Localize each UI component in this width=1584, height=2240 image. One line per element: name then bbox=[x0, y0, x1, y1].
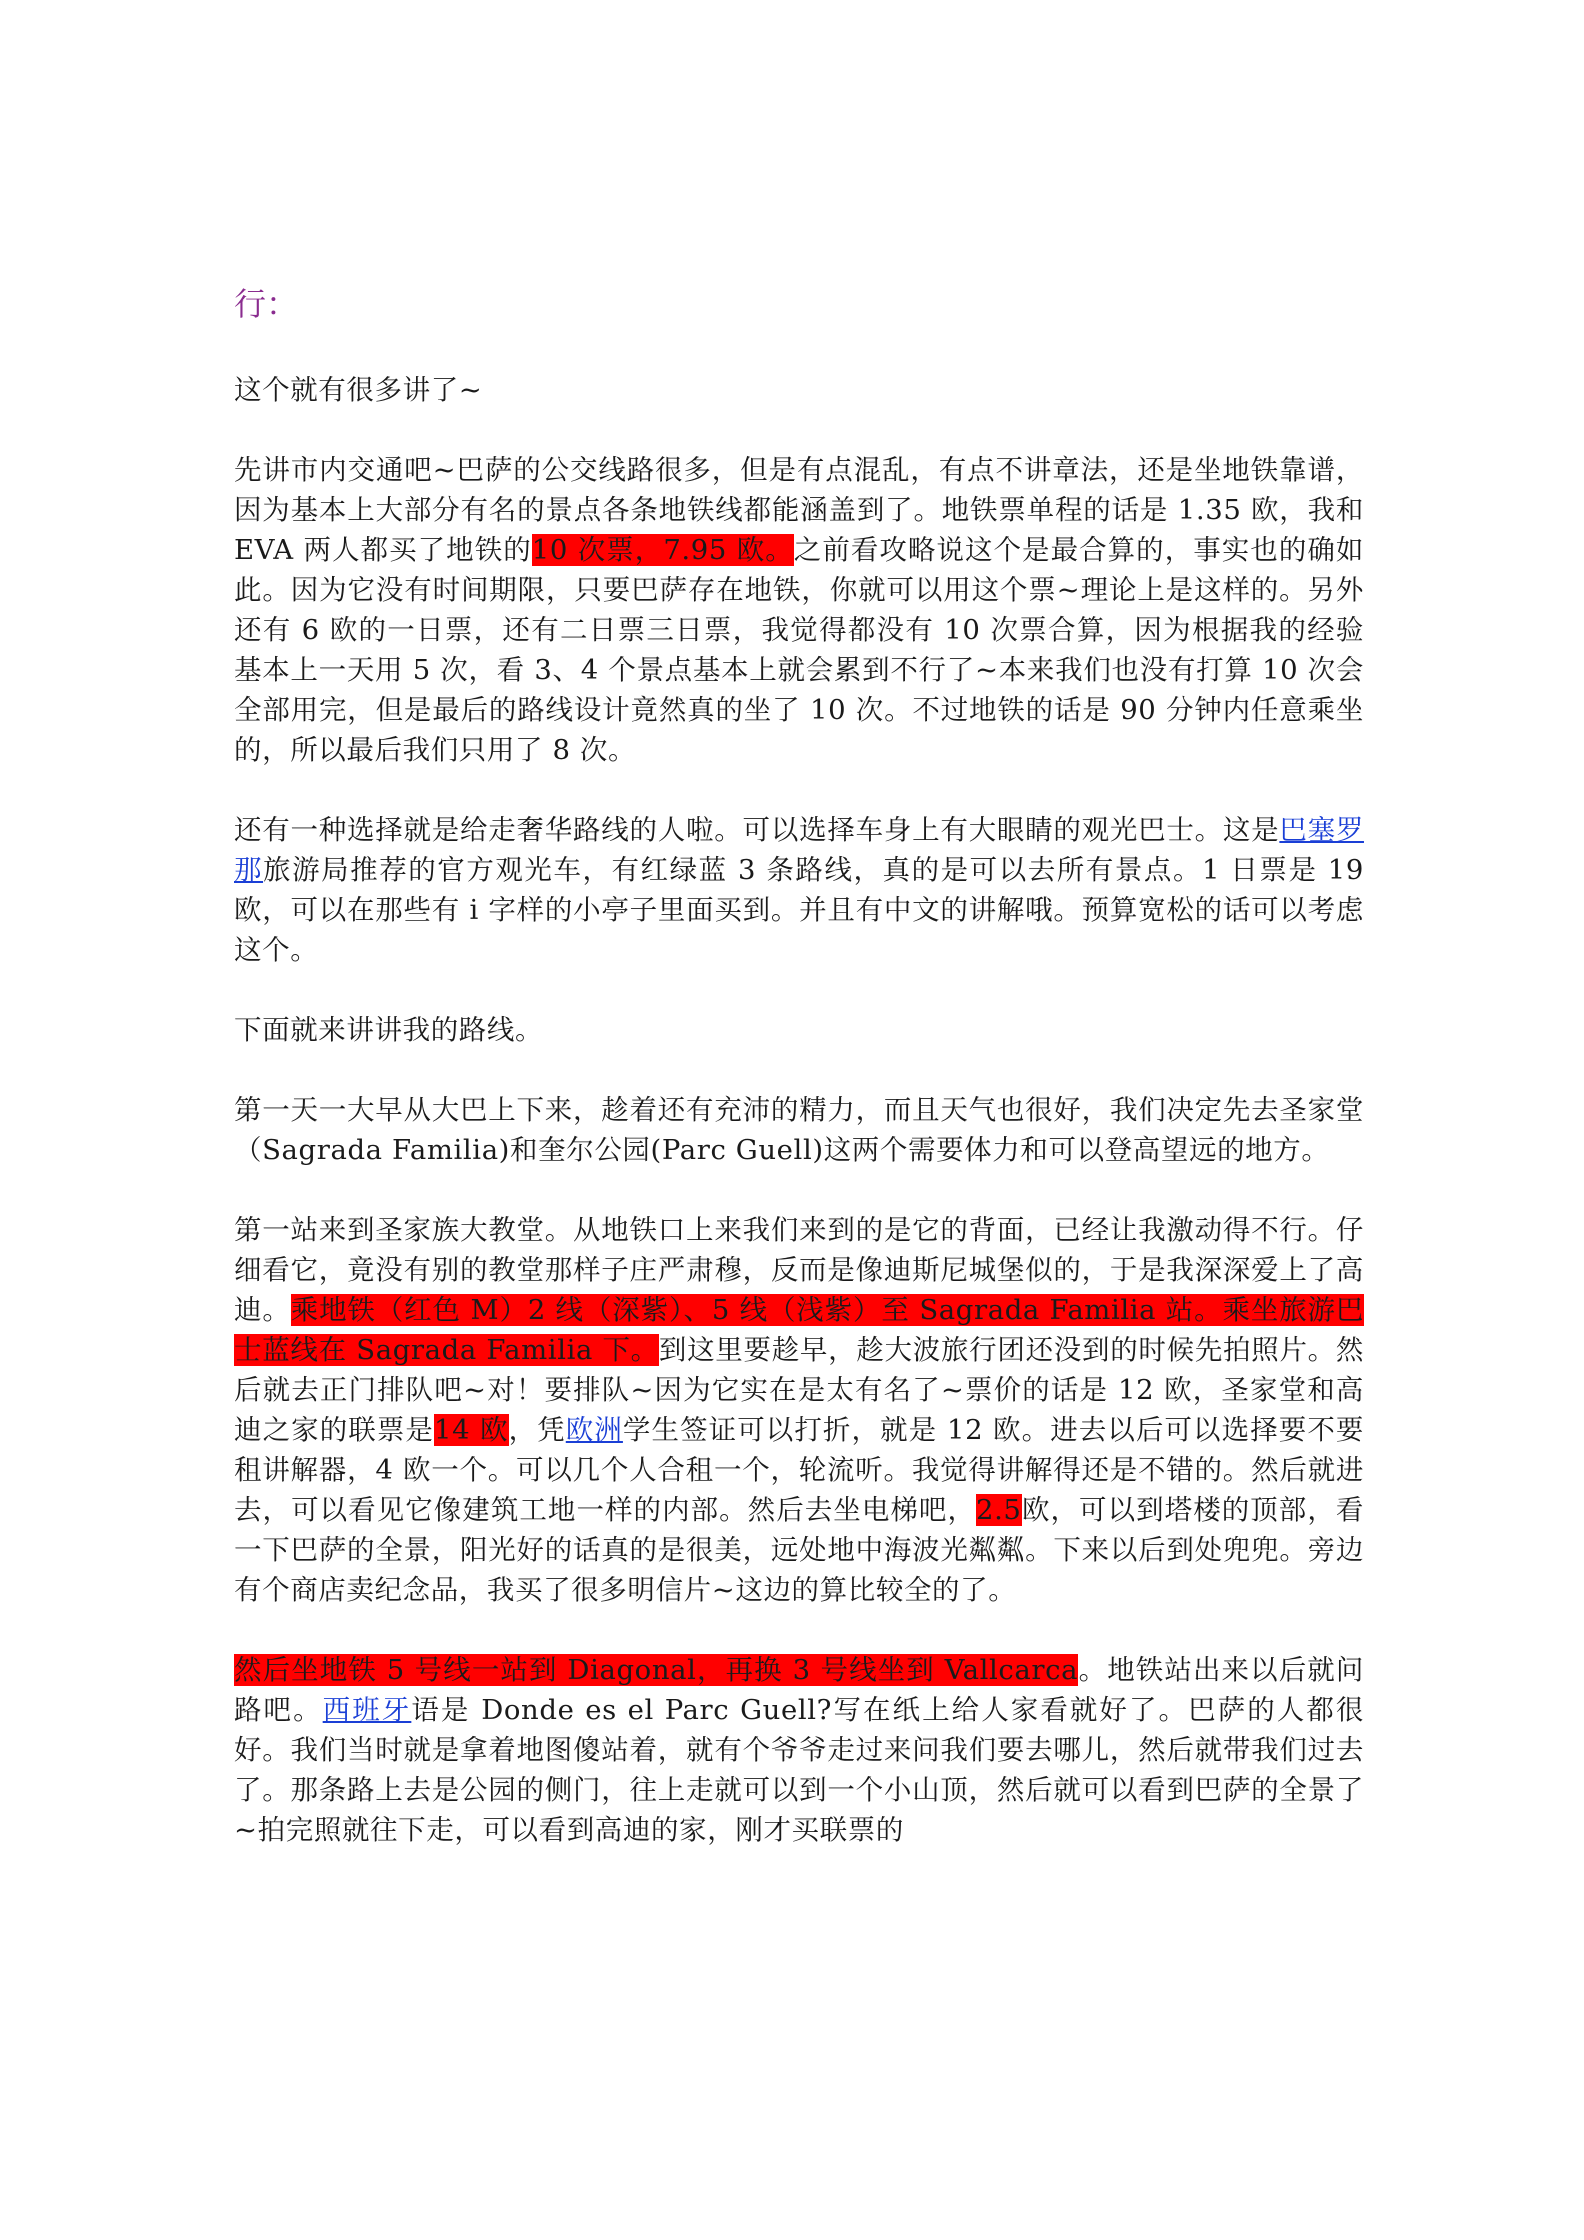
link-spain[interactable]: 西班牙 bbox=[322, 1694, 412, 1726]
text-span: 旅游局推荐的官方观光车，有红绿蓝 3 条路线，真的是可以去所有景点。1 日票是 19 欧，可以在那些有 i 字样的小亭子里面买到。并且有中文的讲解哦。预算宽松的话可以考虑这个。 bbox=[234, 854, 1364, 966]
paragraph-day-one: 第一天一大早从大巴上下来，趁着还有充沛的精力，而且天气也很好，我们决定先去圣家堂（Sagrada Familia)和奎尔公园(Parc Guell)这两个需要体力和可以登高望远的地方。 bbox=[234, 1094, 1364, 1166]
text-span: 。地铁站出来以后就问路吧。 bbox=[234, 1654, 1364, 1726]
highlight-metro-route: 然后坐地铁 5 号线一站到 Diagonal，再换 3 号线坐到 Vallcarca bbox=[234, 1654, 1079, 1686]
paragraph-sagrada-familia bbox=[234, 1210, 1364, 1610]
text-span: 还有一种选择就是给走奢华路线的人啦。可以选择车身上有大眼睛的观光巴士。这是 bbox=[234, 814, 1280, 846]
highlight-metro-directions: 乘地铁（红色 M）2 线（深紫）、5 线（浅紫）至 Sagrada Familia 站。乘坐旅游巴士蓝线在 Sagrada Familia 下。 bbox=[234, 1294, 1365, 1366]
link-barcelona[interactable]: 巴塞罗那 bbox=[234, 814, 1364, 886]
text-span: 先讲市内交通吧~巴萨的公交线路很多，但是有点混乱，有点不讲章法，还是坐地铁靠谱，因为基本上大部分有名的景点各条地铁线都能涵盖到了。地铁票单程的话是 1.35 欧，我和 EVA 两人都买了地铁的 bbox=[234, 454, 1364, 566]
link-europe[interactable]: 欧洲 bbox=[565, 1414, 623, 1446]
paragraph-parc-guell bbox=[234, 1650, 1364, 1850]
paragraph-route-intro: 下面就来讲讲我的路线。 bbox=[234, 1014, 544, 1046]
text-span: ，凭 bbox=[508, 1414, 566, 1446]
document-page bbox=[234, 282, 1364, 1890]
text-span: 到这里要趁早，趁大波旅行团还没到的时候先拍照片。然后就去正门排队吧~对！要排队~因为它实在是太有名了~票价的话是 12 欧，圣家堂和高迪之家的联票是 bbox=[234, 1334, 1364, 1446]
highlight-combo-price: 14 欧 bbox=[434, 1414, 509, 1446]
paragraph-metro bbox=[234, 450, 1364, 770]
text-span: 学生签证可以打折，就是 12 欧。进去以后可以选择要不要租讲解器，4 欧一个。可以几个人合租一个，轮流听。我觉得讲解得还是不错的。然后就进去，可以看见它像建筑工地一样的内部。然后去坐电梯吧， bbox=[234, 1414, 1365, 1526]
paragraph-tour-bus bbox=[234, 810, 1364, 970]
highlight-elevator-price: 2.5 bbox=[975, 1494, 1022, 1526]
text-span: 第一站来到圣家族大教堂。从地铁口上来我们来到的是它的背面，已经让我激动得不行。仔细看它，竟没有别的教堂那样子庄严肃穆，反而是像迪斯尼城堡似的，于是我深深爱上了高迪。 bbox=[234, 1214, 1364, 1326]
text-span: 之前看攻略说这个是最合算的，事实也的确如此。因为它没有时间期限，只要巴萨存在地铁，你就可以用这个票~理论上是这样的。另外还有 6 欧的一日票，还有二日票三日票，我觉得都没有 10 次票合算，因为根据我的经验基本上一天用 5 次，看 3、4 个景点基本上就会累到不行了~本来我们也没有打算 10 次会全部用完，但是最后的路线设计竟然真的坐了 10 次。不过地铁的话是 90 分钟内任意乘坐的，所以最后我们只用了 8 次。 bbox=[234, 534, 1364, 766]
text-span: 欧，可以到塔楼的顶部，看一下巴萨的全景，阳光好的话真的是很美，远处地中海波光粼粼。下来以后到处兜兜。旁边有个商店卖纪念品，我买了很多明信片~这边的算比较全的了。 bbox=[234, 1494, 1364, 1606]
highlight-ticket-price: 10 次票，7.95 欧。 bbox=[531, 534, 794, 566]
section-heading: 行： bbox=[234, 285, 299, 323]
paragraph-intro: 这个就有很多讲了~ bbox=[234, 374, 483, 406]
text-span: 语是 Donde es el Parc Guell?写在纸上给人家看就好了。巴萨的人都很好。我们当时就是拿着地图傻站着，就有个爷爷走过来问我们要去哪儿，然后就带我们过去了。那条路上去是公园的侧门，往上走就可以到一个小山顶，然后就可以看到巴萨的全景了~拍完照就往下走，可以看到高迪的家，刚才买联票的 bbox=[234, 1694, 1364, 1846]
